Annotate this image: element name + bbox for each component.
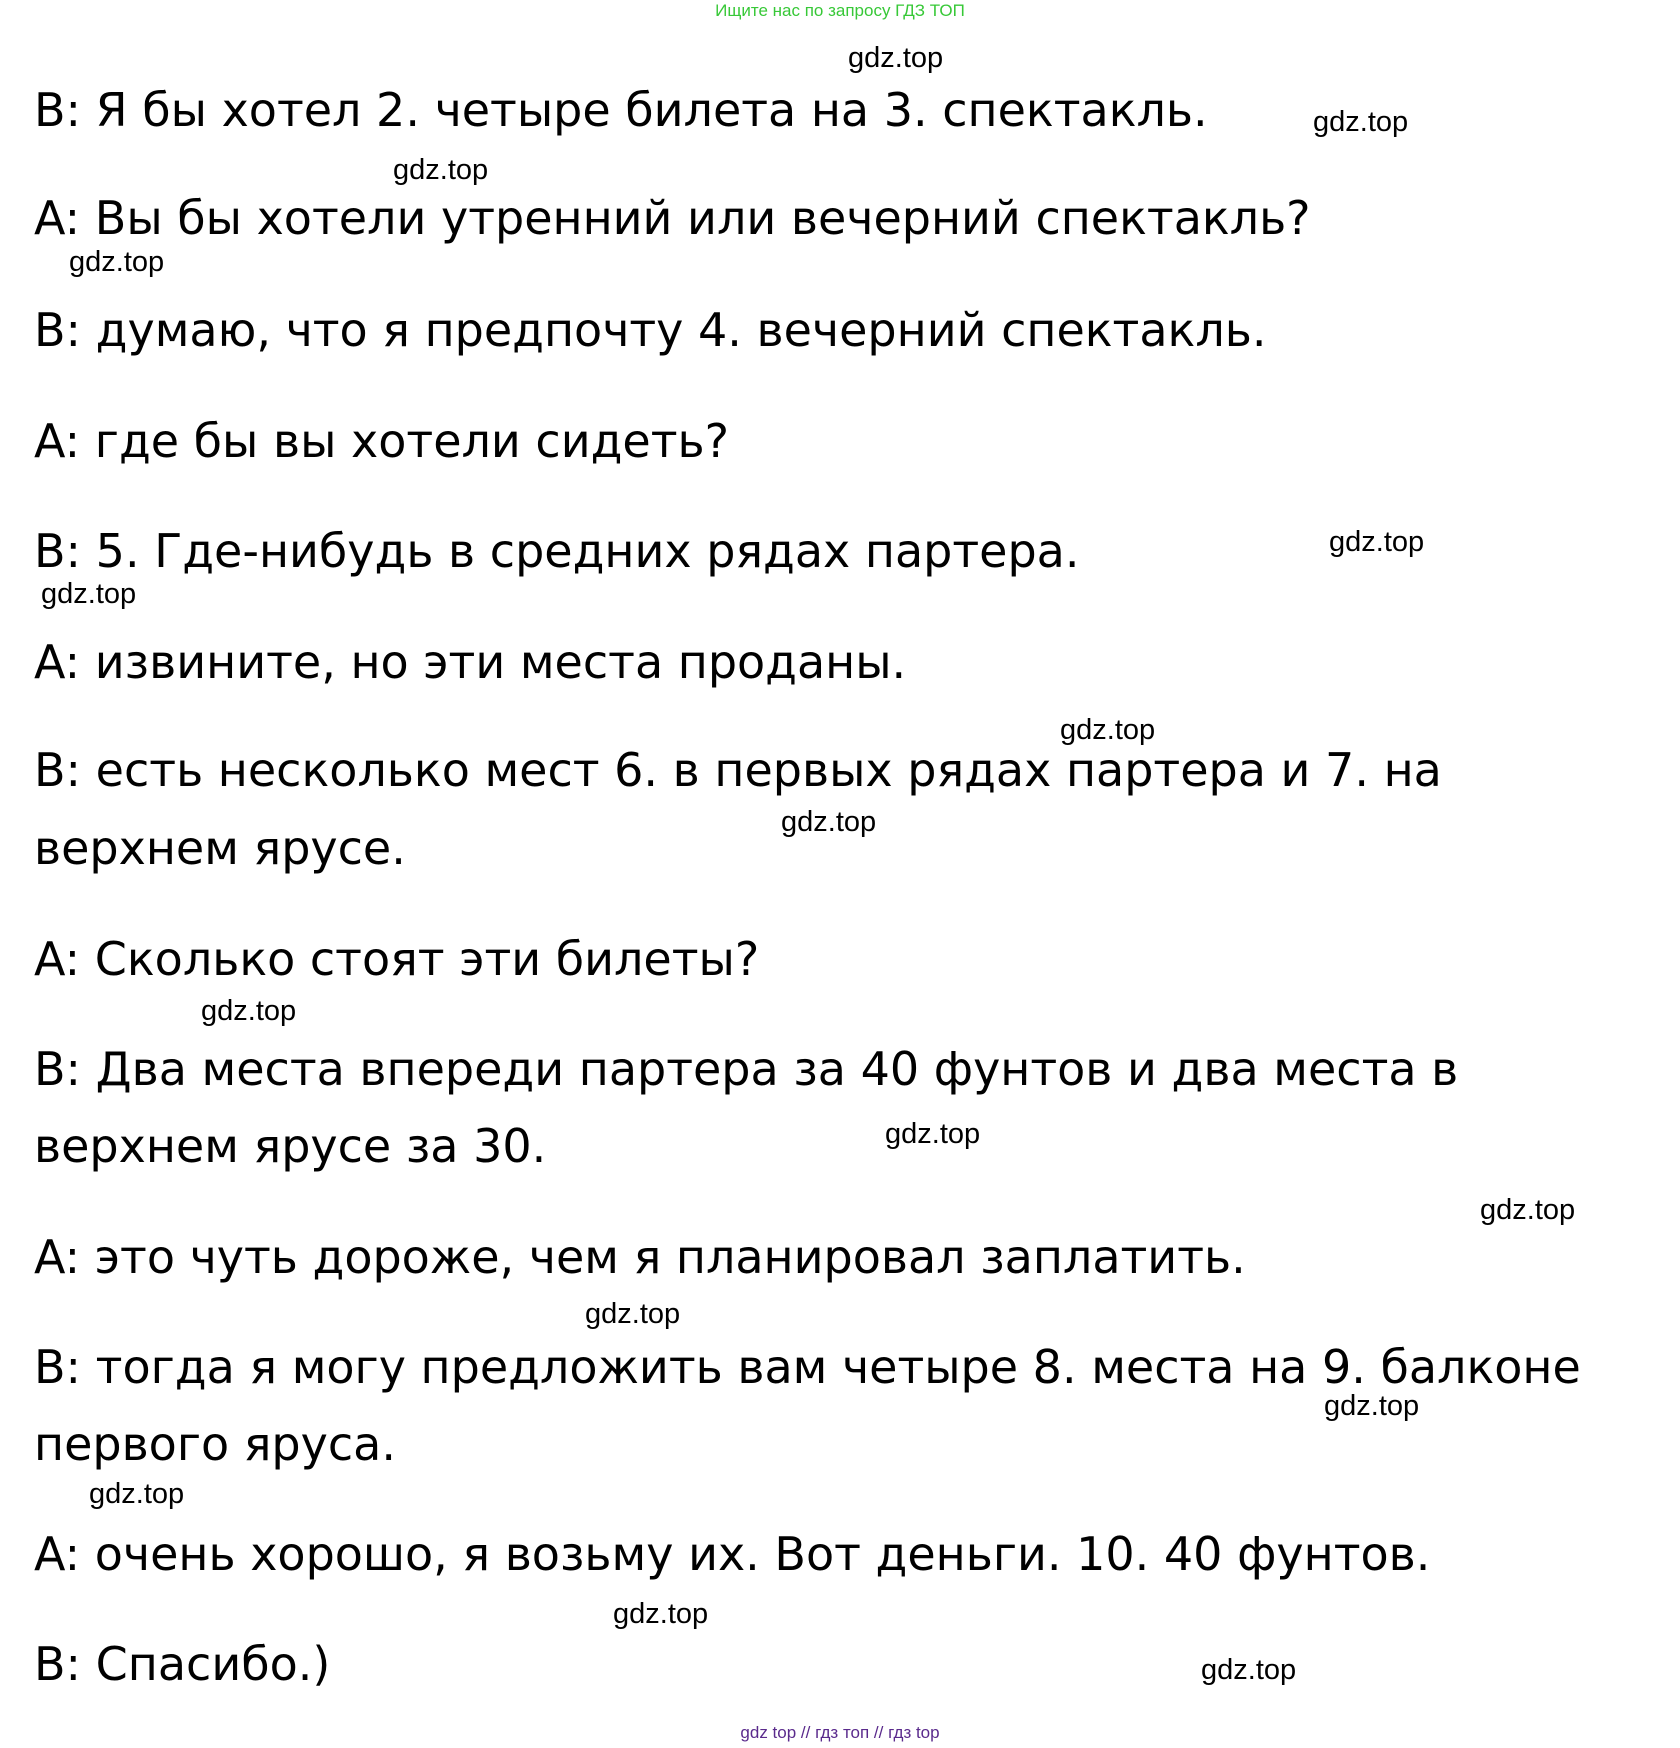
dialogue-line: A: где бы вы хотели сидеть? <box>34 414 730 468</box>
watermark: gdz.top <box>393 154 489 186</box>
watermark: gdz.top <box>1313 106 1409 138</box>
watermark: gdz.top <box>89 1478 185 1510</box>
footer-links: gdz top // гдз топ // гдз top <box>740 1723 940 1742</box>
watermark: gdz.top <box>1201 1654 1297 1686</box>
watermark: gdz.top <box>1480 1194 1576 1226</box>
watermark: gdz.top <box>69 246 165 278</box>
dialogue-line: A: это чуть дороже, чем я планировал заплатить. <box>34 1230 1246 1284</box>
watermark: gdz.top <box>1060 714 1156 746</box>
dialogue-line: верхнем ярусе за 30. <box>34 1119 547 1173</box>
dialogue-line: верхнем ярусе. <box>34 821 406 875</box>
watermark: gdz.top <box>613 1598 709 1630</box>
dialogue-line: B: тогда я могу предложить вам четыре 8. места на 9. балконе <box>34 1340 1581 1394</box>
dialogue-line: B: Спасибо.) <box>34 1637 331 1691</box>
dialogue-line: A: Вы бы хотели утренний или вечерний спектакль? <box>34 191 1311 245</box>
watermark: gdz.top <box>41 578 137 610</box>
watermark: gdz.top <box>885 1118 981 1150</box>
watermark: gdz.top <box>585 1298 681 1330</box>
watermark: gdz.top <box>781 806 877 838</box>
watermark: gdz.top <box>1329 526 1425 558</box>
dialogue-line: B: есть несколько мест 6. в первых рядах партера и 7. на <box>34 743 1442 797</box>
watermark: gdz.top <box>201 995 297 1027</box>
dialogue-line: B: Я бы хотел 2. четыре билета на 3. спектакль. <box>34 83 1208 137</box>
dialogue-line: первого яруса. <box>34 1417 396 1471</box>
dialogue-line: B: 5. Где-нибудь в средних рядах партера. <box>34 524 1080 578</box>
dialogue-line: B: Два места впереди партера за 40 фунтов и два места в <box>34 1042 1459 1096</box>
top-banner: Ищите нас по запросу ГДЗ ТОП <box>715 1 965 20</box>
watermark: gdz.top <box>1324 1390 1420 1422</box>
dialogue-line: A: очень хорошо, я возьму их. Вот деньги. 10. 40 фунтов. <box>34 1527 1431 1581</box>
watermark: gdz.top <box>848 42 944 74</box>
dialogue-line: A: Сколько стоят эти билеты? <box>34 932 760 986</box>
dialogue-line: B: думаю, что я предпочту 4. вечерний спектакль. <box>34 303 1267 357</box>
dialogue-line: A: извините, но эти места проданы. <box>34 635 907 689</box>
